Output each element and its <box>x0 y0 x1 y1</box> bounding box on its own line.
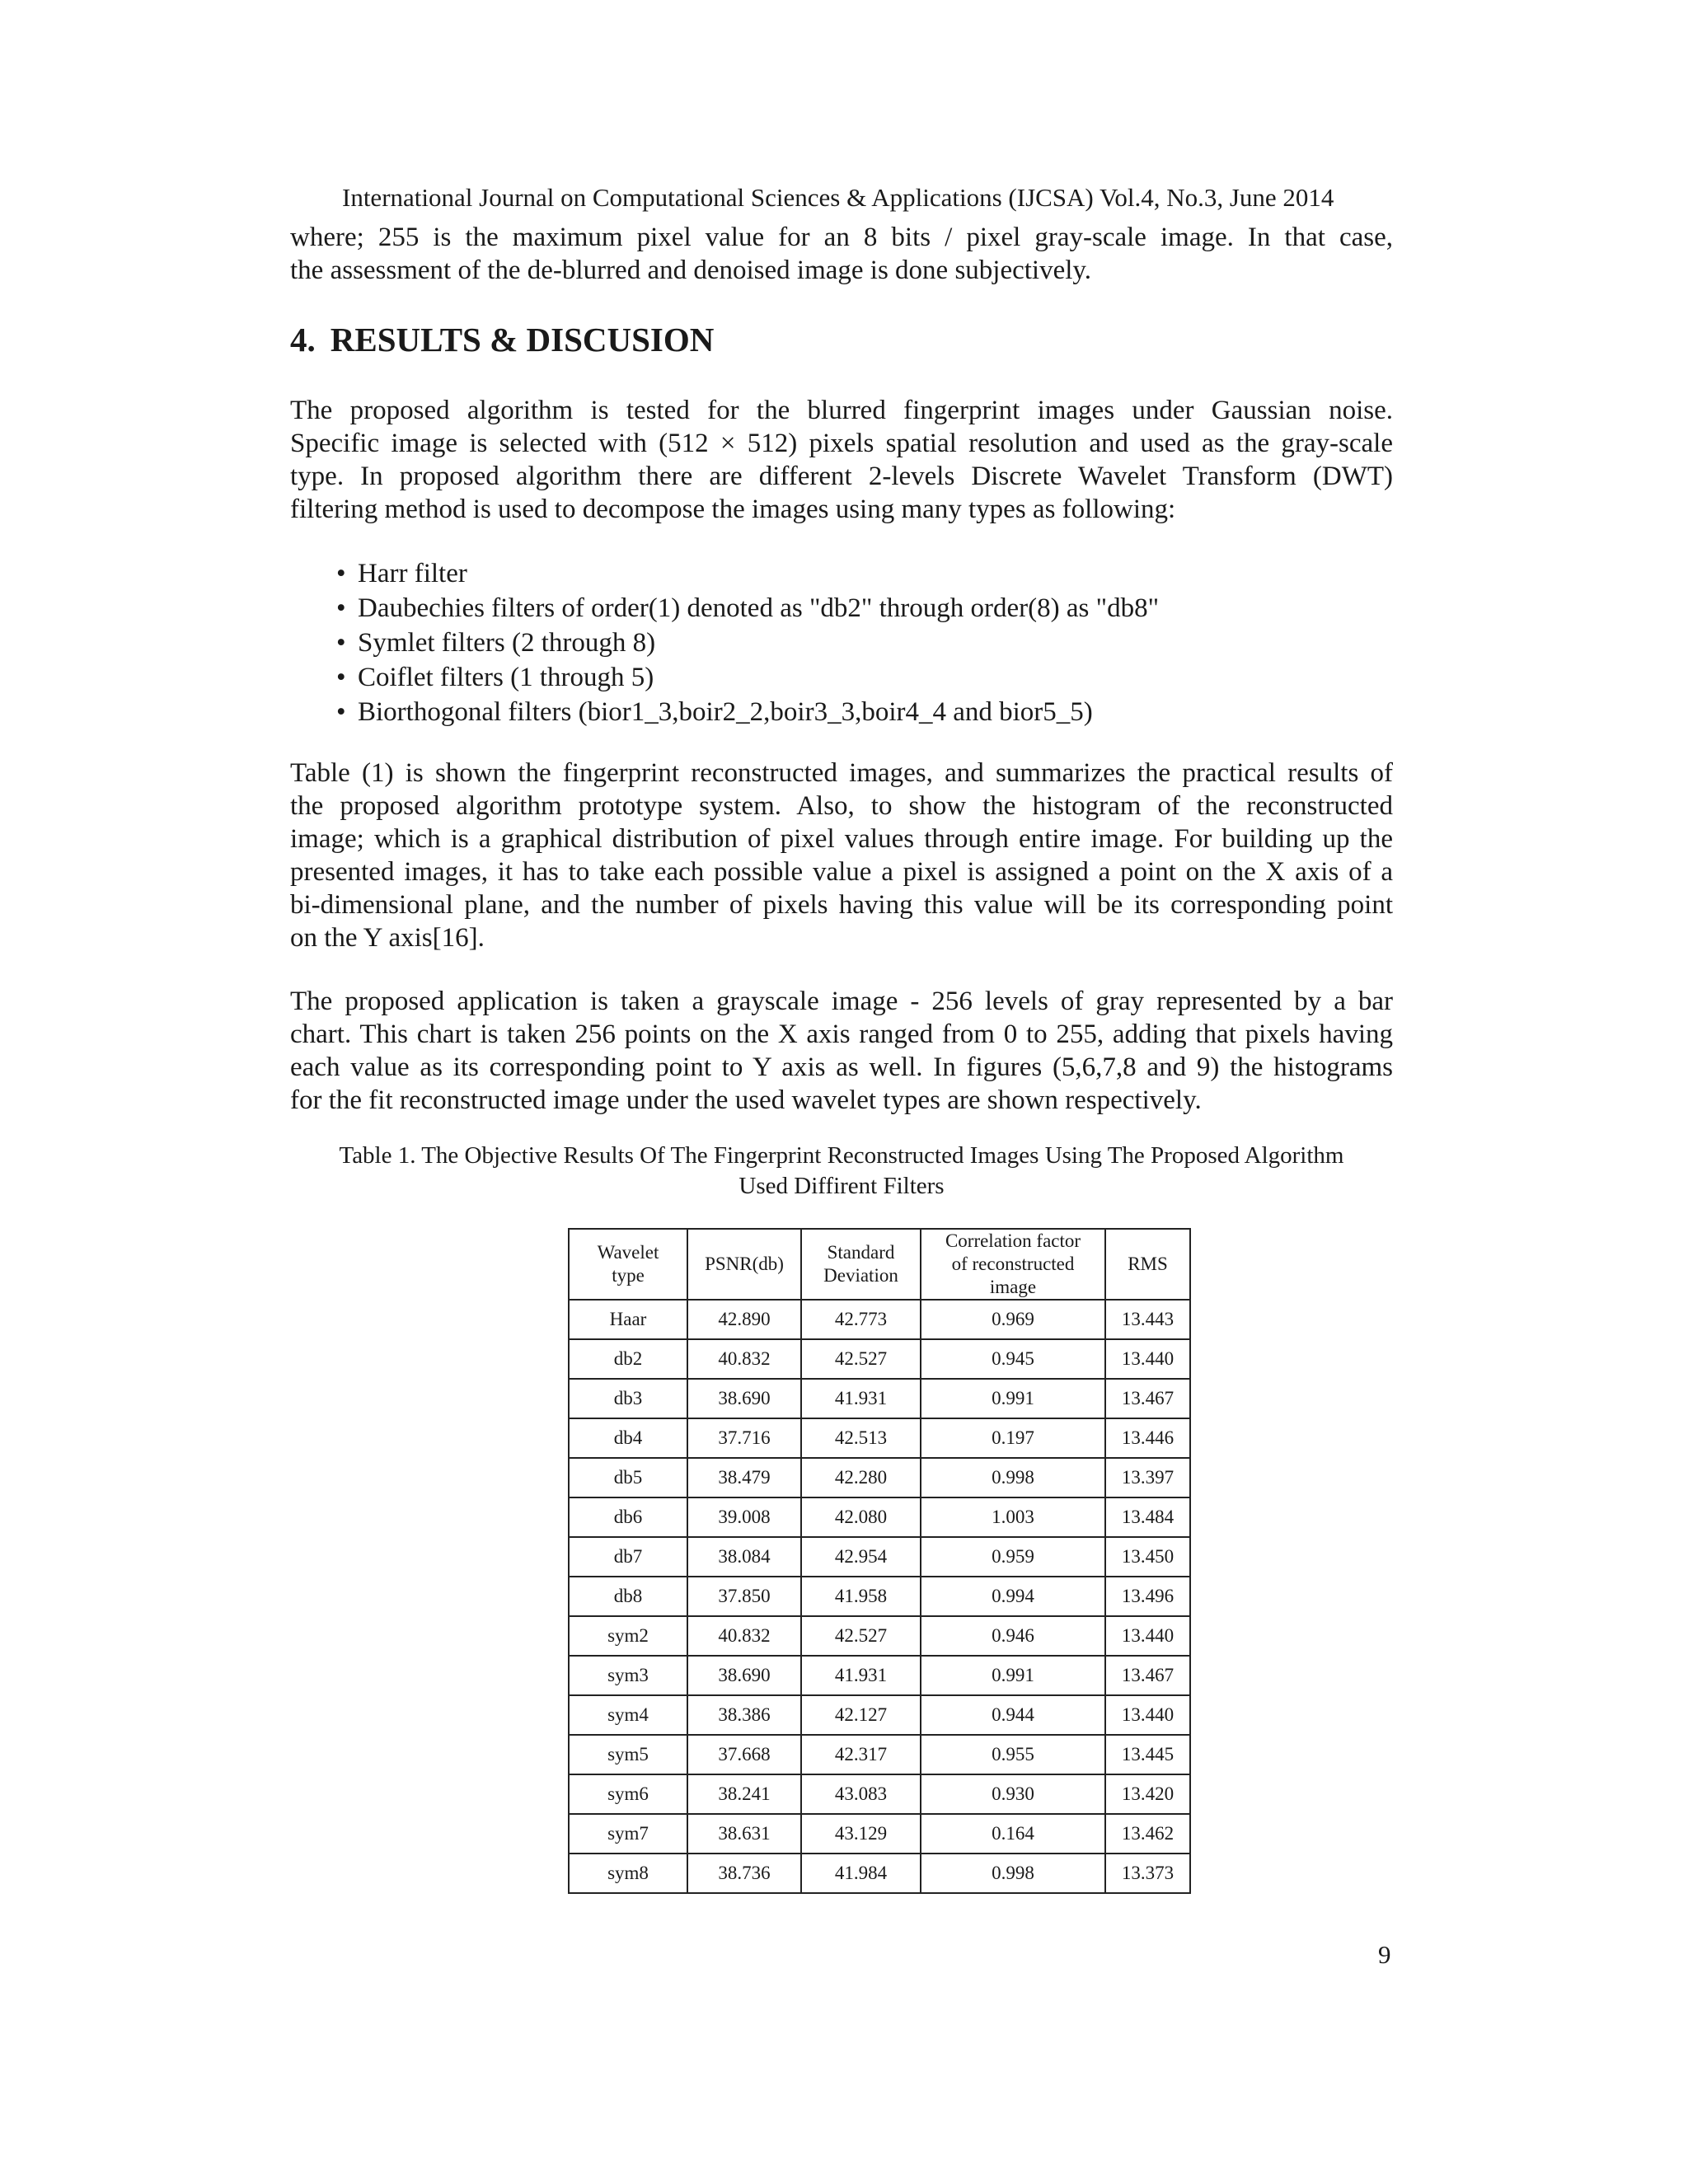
cell-std-dev: 41.958 <box>801 1577 921 1616</box>
cell-rms: 13.440 <box>1105 1695 1190 1735</box>
cell-rms: 13.462 <box>1105 1814 1190 1854</box>
section-title: RESULTS & DISCUSION <box>330 321 715 359</box>
cell-correlation: 0.969 <box>921 1300 1105 1339</box>
text-line: where; 255 is the maximum pixel value for an 8 bits / pixel gray-scale image. In that case, <box>290 223 1393 252</box>
cell-psnr: 38.386 <box>687 1695 801 1735</box>
cell-std-dev: 42.773 <box>801 1300 921 1339</box>
table-row <box>569 1774 1190 1814</box>
cell-rms: 13.450 <box>1105 1537 1190 1577</box>
text-line: type. In proposed algorithm there are different 2-levels Discrete Wavelet Transform (DWT) <box>290 462 1393 491</box>
caption-line: Table 1. The Objective Results Of The Fingerprint Reconstructed Images Using The Proposed Algorithm <box>339 1142 1344 1169</box>
cell-correlation: 0.994 <box>921 1577 1105 1616</box>
text-line: presented images, it has to take each possible value a pixel is assigned a point on the X axis of a <box>290 857 1393 887</box>
cell-std-dev: 42.280 <box>801 1458 921 1497</box>
text-line: filtering method is used to decompose the images using many types as following: <box>290 494 1176 524</box>
list-item: • Symlet filters (2 through 8) <box>336 626 1159 660</box>
text-line: the proposed algorithm prototype system. Also, to show the histogram of the reconstructed <box>290 791 1393 821</box>
running-header: International Journal on Computational Sciences & Applications (IJCSA) Vol.4, No.3, June 2014 <box>342 183 1334 212</box>
cell-psnr: 38.479 <box>687 1458 801 1497</box>
bullet-icon: • <box>336 697 346 727</box>
text-line: the assessment of the de-blurred and denoised image is done subjectively. <box>290 255 1092 285</box>
text-line: image; which is a graphical distribution of pixel values through entire image. For building up the <box>290 824 1393 854</box>
cell-std-dev: 43.129 <box>801 1814 921 1854</box>
caption-line: Used Diffirent Filters <box>738 1173 945 1199</box>
cell-rms: 13.446 <box>1105 1418 1190 1458</box>
cell-rms: 13.467 <box>1105 1379 1190 1418</box>
text-line: on the Y axis[16]. <box>290 923 485 953</box>
bullet-icon: • <box>336 663 346 692</box>
paragraph-method <box>290 394 1393 526</box>
cell-rms: 13.397 <box>1105 1458 1190 1497</box>
cell-rms: 13.373 <box>1105 1854 1190 1893</box>
cell-rms: 13.420 <box>1105 1774 1190 1814</box>
table-row <box>569 1300 1190 1339</box>
table-row <box>569 1814 1190 1854</box>
cell-psnr: 38.631 <box>687 1814 801 1854</box>
cell-correlation: 0.991 <box>921 1656 1105 1695</box>
cell-correlation: 0.998 <box>921 1854 1105 1893</box>
bullet-icon: • <box>336 593 346 623</box>
bullet-icon: • <box>336 559 346 588</box>
paragraph-histogram <box>290 985 1393 1117</box>
table-row <box>569 1616 1190 1656</box>
header-psnr: PSNR(db) <box>687 1229 801 1300</box>
text-line: The proposed application is taken a grayscale image - 256 levels of gray represented by a bar <box>290 987 1393 1016</box>
cell-wavelet: db3 <box>569 1379 687 1418</box>
cell-psnr: 38.084 <box>687 1537 801 1577</box>
table-header-row <box>569 1229 1190 1300</box>
list-item: • Biorthogonal filters (bior1_3,boir2_2,boir3_3,boir4_4 and bior5_5) <box>336 695 1159 729</box>
text-line: The proposed algorithm is tested for the blurred fingerprint images under Gaussian noise. <box>290 396 1393 425</box>
header-wavelet-type: Wavelet type <box>569 1229 687 1300</box>
cell-std-dev: 41.931 <box>801 1379 921 1418</box>
table-row <box>569 1656 1190 1695</box>
cell-std-dev: 42.513 <box>801 1418 921 1458</box>
table-row <box>569 1379 1190 1418</box>
results-table <box>568 1228 1191 1894</box>
table-row <box>569 1497 1190 1537</box>
cell-correlation: 0.955 <box>921 1735 1105 1774</box>
section-number: 4. <box>290 321 316 359</box>
table-row <box>569 1577 1190 1616</box>
cell-correlation: 0.930 <box>921 1774 1105 1814</box>
cell-wavelet: db4 <box>569 1418 687 1458</box>
cell-rms: 13.467 <box>1105 1656 1190 1695</box>
cell-wavelet: sym6 <box>569 1774 687 1814</box>
cell-psnr: 38.690 <box>687 1656 801 1695</box>
text-line: for the fit reconstructed image under the used wavelet types are shown respectively. <box>290 1085 1202 1115</box>
cell-std-dev: 42.080 <box>801 1497 921 1537</box>
section-heading <box>290 320 714 359</box>
cell-rms: 13.484 <box>1105 1497 1190 1537</box>
cell-psnr: 37.850 <box>687 1577 801 1616</box>
cell-wavelet: sym4 <box>569 1695 687 1735</box>
table-row <box>569 1458 1190 1497</box>
cell-correlation: 0.959 <box>921 1537 1105 1577</box>
cell-correlation: 0.991 <box>921 1379 1105 1418</box>
text-line: chart. This chart is taken 256 points on the X axis ranged from 0 to 255, adding that pixels having <box>290 1019 1393 1049</box>
table-caption <box>290 1141 1393 1202</box>
list-item: • Coiflet filters (1 through 5) <box>336 660 1159 695</box>
cell-std-dev: 42.527 <box>801 1616 921 1656</box>
cell-psnr: 42.890 <box>687 1300 801 1339</box>
cell-wavelet: db7 <box>569 1537 687 1577</box>
cell-std-dev: 41.984 <box>801 1854 921 1893</box>
cell-correlation: 0.998 <box>921 1458 1105 1497</box>
cell-wavelet: db6 <box>569 1497 687 1537</box>
cell-wavelet: db5 <box>569 1458 687 1497</box>
cell-rms: 13.440 <box>1105 1339 1190 1379</box>
text-line: Table (1) is shown the fingerprint reconstructed images, and summarizes the practical results of <box>290 758 1393 788</box>
header-rms: RMS <box>1105 1229 1190 1300</box>
cell-std-dev: 42.954 <box>801 1537 921 1577</box>
header-correlation-factor: Correlation factor of reconstructed image <box>921 1229 1105 1300</box>
cell-rms: 13.496 <box>1105 1577 1190 1616</box>
cell-correlation: 0.944 <box>921 1695 1105 1735</box>
table-row <box>569 1735 1190 1774</box>
cell-std-dev: 43.083 <box>801 1774 921 1814</box>
cell-wavelet: sym2 <box>569 1616 687 1656</box>
cell-psnr: 40.832 <box>687 1616 801 1656</box>
table-row <box>569 1339 1190 1379</box>
cell-wavelet: db8 <box>569 1577 687 1616</box>
text-line: Specific image is selected with (512 × 512) pixels spatial resolution and used as the gray-scale <box>290 429 1393 458</box>
cell-std-dev: 42.317 <box>801 1735 921 1774</box>
cell-wavelet: db2 <box>569 1339 687 1379</box>
page-number: 9 <box>1378 1940 1391 1969</box>
filter-list <box>336 556 1159 729</box>
cell-rms: 13.443 <box>1105 1300 1190 1339</box>
list-item: • Harr filter <box>336 556 1159 591</box>
cell-rms: 13.440 <box>1105 1616 1190 1656</box>
cell-correlation: 1.003 <box>921 1497 1105 1537</box>
cell-std-dev: 42.527 <box>801 1339 921 1379</box>
cell-wavelet: sym8 <box>569 1854 687 1893</box>
table-body <box>569 1300 1190 1893</box>
cell-rms: 13.445 <box>1105 1735 1190 1774</box>
table-row <box>569 1537 1190 1577</box>
header-standard-deviation: Standard Deviation <box>801 1229 921 1300</box>
cell-correlation: 0.945 <box>921 1339 1105 1379</box>
cell-std-dev: 42.127 <box>801 1695 921 1735</box>
table-row <box>569 1695 1190 1735</box>
list-item: • Daubechies filters of order(1) denoted as "db2" through order(8) as "db8" <box>336 591 1159 626</box>
cell-wavelet: sym5 <box>569 1735 687 1774</box>
cell-psnr: 40.832 <box>687 1339 801 1379</box>
text-line: bi-dimensional plane, and the number of pixels having this value will be its corresponding point <box>290 890 1393 920</box>
cell-correlation: 0.197 <box>921 1418 1105 1458</box>
cell-psnr: 38.241 <box>687 1774 801 1814</box>
cell-wavelet: Haar <box>569 1300 687 1339</box>
paragraph-table-intro <box>290 757 1393 954</box>
cell-wavelet: sym7 <box>569 1814 687 1854</box>
cell-psnr: 37.716 <box>687 1418 801 1458</box>
intro-paragraph <box>290 221 1393 287</box>
cell-psnr: 39.008 <box>687 1497 801 1537</box>
cell-psnr: 37.668 <box>687 1735 801 1774</box>
cell-psnr: 38.736 <box>687 1854 801 1893</box>
cell-wavelet: sym3 <box>569 1656 687 1695</box>
text-line: each value as its corresponding point to Y axis as well. In figures (5,6,7,8 and 9) the histograms <box>290 1052 1393 1082</box>
bullet-icon: • <box>336 628 346 658</box>
cell-psnr: 38.690 <box>687 1379 801 1418</box>
table-row <box>569 1418 1190 1458</box>
cell-correlation: 0.946 <box>921 1616 1105 1656</box>
cell-std-dev: 41.931 <box>801 1656 921 1695</box>
cell-correlation: 0.164 <box>921 1814 1105 1854</box>
table-row <box>569 1854 1190 1893</box>
